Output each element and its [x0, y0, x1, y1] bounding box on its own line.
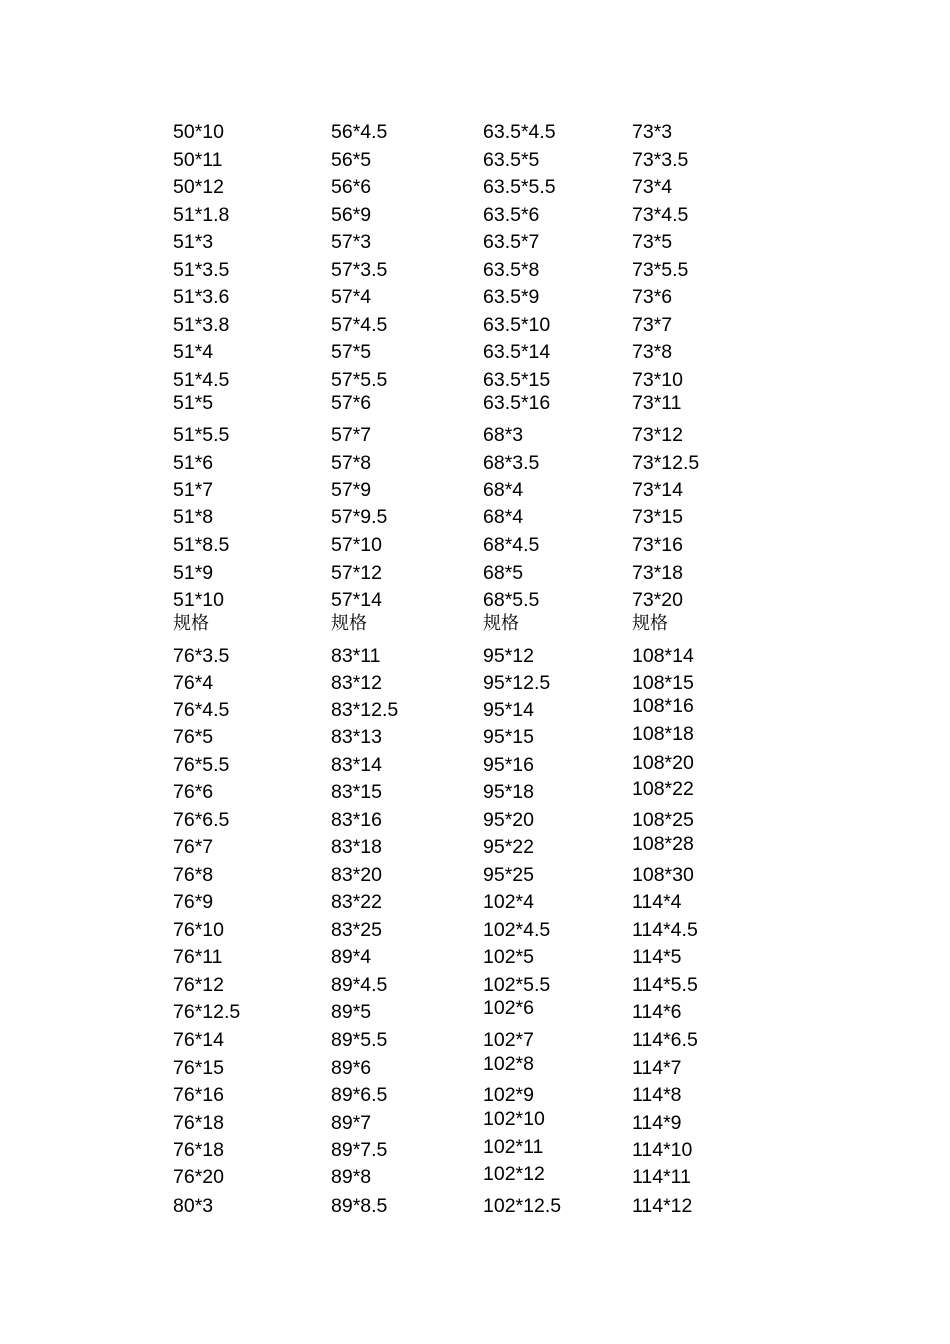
- spec-cell: 76*10: [173, 919, 224, 941]
- spec-cell: 68*4.5: [483, 534, 540, 556]
- spec-cell: 76*20: [173, 1166, 224, 1188]
- spec-cell: 63.5*15: [483, 369, 551, 391]
- spec-cell: 57*14: [331, 589, 382, 611]
- spec-cell: 51*8.5: [173, 534, 230, 556]
- spec-cell: 83*11: [331, 645, 381, 667]
- spec-cell: 73*11: [632, 392, 682, 414]
- spec-cell: 50*12: [173, 176, 224, 198]
- spec-cell: 56*4.5: [331, 121, 388, 143]
- spec-cell: 102*12: [483, 1163, 545, 1185]
- spec-cell: 73*6: [632, 286, 673, 308]
- spec-cell: 57*6: [331, 392, 372, 414]
- spec-cell: 89*5: [331, 1001, 372, 1023]
- spec-cell: 63.5*9: [483, 286, 540, 308]
- spec-cell: 83*12.5: [331, 699, 399, 721]
- spec-cell: 73*3.5: [632, 149, 689, 171]
- spec-cell: 57*5: [331, 341, 372, 363]
- spec-cell: 73*16: [632, 534, 683, 556]
- spec-cell: 95*20: [483, 809, 534, 831]
- spec-cell: 63.5*8: [483, 259, 540, 281]
- spec-cell: 114*9: [632, 1112, 682, 1134]
- spec-cell: 57*12: [331, 562, 382, 584]
- spec-cell: 83*13: [331, 726, 382, 748]
- spec-cell: 102*8: [483, 1053, 534, 1075]
- spec-cell: 102*9: [483, 1084, 534, 1106]
- spec-cell: 114*5: [632, 946, 682, 968]
- spec-cell: 51*4: [173, 341, 214, 363]
- spec-cell: 76*18: [173, 1139, 224, 1161]
- spec-cell: 102*5: [483, 946, 534, 968]
- spec-cell: 57*10: [331, 534, 382, 556]
- spec-cell: 63.5*6: [483, 204, 540, 226]
- spec-cell: 57*3: [331, 231, 372, 253]
- spec-cell: 76*14: [173, 1029, 224, 1051]
- spec-cell: 73*12.5: [632, 452, 700, 474]
- spec-cell: 73*4: [632, 176, 673, 198]
- spec-cell: 57*3.5: [331, 259, 388, 281]
- spec-cell: 73*4.5: [632, 204, 689, 226]
- spec-cell: 76*15: [173, 1057, 224, 1079]
- spec-cell: 83*22: [331, 891, 382, 913]
- spec-cell: 108*22: [632, 778, 694, 800]
- spec-cell: 76*18: [173, 1112, 224, 1134]
- spec-cell: 63.5*10: [483, 314, 551, 336]
- spec-cell: 102*6: [483, 997, 534, 1019]
- spec-cell: 95*12.5: [483, 672, 551, 694]
- spec-cell: 114*12: [632, 1195, 693, 1217]
- spec-cell: 76*8: [173, 864, 214, 886]
- spec-cell: 68*4: [483, 506, 524, 528]
- spec-cell: 114*8: [632, 1084, 682, 1106]
- spec-cell: 51*3.5: [173, 259, 230, 281]
- spec-cell: 51*3.6: [173, 286, 230, 308]
- spec-cell: 89*8: [331, 1166, 372, 1188]
- spec-cell: 73*18: [632, 562, 683, 584]
- spec-cell: 51*5.5: [173, 424, 230, 446]
- spec-cell: 95*15: [483, 726, 534, 748]
- spec-cell: 95*18: [483, 781, 534, 803]
- spec-cell: 73*5.5: [632, 259, 689, 281]
- spec-cell: 51*3.8: [173, 314, 230, 336]
- spec-cell: 63.5*14: [483, 341, 551, 363]
- spec-cell: 83*16: [331, 809, 382, 831]
- spec-column-header: 规格: [632, 613, 668, 634]
- spec-cell: 76*6: [173, 781, 214, 803]
- spec-cell: 108*20: [632, 752, 694, 774]
- spec-cell: 83*18: [331, 836, 382, 858]
- spec-cell: 102*12.5: [483, 1195, 562, 1217]
- spec-cell: 76*12.5: [173, 1001, 241, 1023]
- spec-cell: 73*5: [632, 231, 673, 253]
- spec-cell: 51*8: [173, 506, 214, 528]
- spec-cell: 50*10: [173, 121, 224, 143]
- spec-cell: 76*5.5: [173, 754, 230, 776]
- spec-cell: 51*5: [173, 392, 214, 414]
- spec-cell: 89*7.5: [331, 1139, 388, 1161]
- spec-cell: 57*8: [331, 452, 372, 474]
- spec-cell: 76*3.5: [173, 645, 230, 667]
- spec-cell: 102*10: [483, 1108, 545, 1130]
- spec-cell: 51*7: [173, 479, 214, 501]
- spec-cell: 76*4.5: [173, 699, 230, 721]
- spec-cell: 51*10: [173, 589, 224, 611]
- spec-cell: 76*7: [173, 836, 214, 858]
- spec-cell: 114*10: [632, 1139, 693, 1161]
- spec-cell: 76*12: [173, 974, 224, 996]
- spec-cell: 114*6.5: [632, 1029, 698, 1051]
- spec-cell: 68*3.5: [483, 452, 540, 474]
- spec-cell: 108*16: [632, 695, 694, 717]
- spec-cell: 73*14: [632, 479, 683, 501]
- spec-cell: 102*7: [483, 1029, 534, 1051]
- spec-cell: 76*9: [173, 891, 214, 913]
- spec-cell: 83*14: [331, 754, 382, 776]
- spec-cell: 73*15: [632, 506, 683, 528]
- spec-cell: 89*6.5: [331, 1084, 388, 1106]
- spec-cell: 89*8.5: [331, 1195, 388, 1217]
- spec-cell: 108*28: [632, 833, 694, 855]
- spec-cell: 95*22: [483, 836, 534, 858]
- spec-cell: 89*7: [331, 1112, 372, 1134]
- spec-cell: 57*7: [331, 424, 372, 446]
- spec-cell: 68*5: [483, 562, 524, 584]
- spec-cell: 95*12: [483, 645, 534, 667]
- spec-cell: 114*4: [632, 891, 682, 913]
- spec-cell: 57*9.5: [331, 506, 388, 528]
- spec-cell: 83*25: [331, 919, 382, 941]
- spec-cell: 51*6: [173, 452, 214, 474]
- spec-cell: 51*3: [173, 231, 214, 253]
- spec-cell: 89*5.5: [331, 1029, 388, 1051]
- spec-cell: 95*25: [483, 864, 534, 886]
- spec-cell: 51*9: [173, 562, 214, 584]
- spec-cell: 63.5*16: [483, 392, 551, 414]
- spec-column-header: 规格: [331, 613, 367, 634]
- spec-cell: 114*6: [632, 1001, 682, 1023]
- spec-cell: 83*20: [331, 864, 382, 886]
- spec-column-header: 规格: [173, 613, 209, 634]
- spec-cell: 83*15: [331, 781, 382, 803]
- spec-cell: 51*1.8: [173, 204, 230, 226]
- spec-cell: 76*5: [173, 726, 214, 748]
- spec-cell: 56*5: [331, 149, 372, 171]
- spec-cell: 114*4.5: [632, 919, 698, 941]
- spec-cell: 89*6: [331, 1057, 372, 1079]
- spec-cell: 73*12: [632, 424, 683, 446]
- spec-cell: 95*16: [483, 754, 534, 776]
- spec-cell: 68*5.5: [483, 589, 540, 611]
- spec-cell: 108*15: [632, 672, 694, 694]
- spec-cell: 56*9: [331, 204, 372, 226]
- spec-cell: 63.5*5: [483, 149, 540, 171]
- spec-cell: 68*3: [483, 424, 524, 446]
- spec-cell: 73*8: [632, 341, 673, 363]
- spec-cell: 73*20: [632, 589, 683, 611]
- spec-cell: 102*4.5: [483, 919, 551, 941]
- spec-cell: 63.5*7: [483, 231, 540, 253]
- spec-cell: 73*7: [632, 314, 673, 336]
- spec-cell: 76*16: [173, 1084, 224, 1106]
- spec-cell: 114*7: [632, 1057, 682, 1079]
- spec-cell: 50*11: [173, 149, 223, 171]
- spec-cell: 89*4: [331, 946, 372, 968]
- spec-cell: 102*11: [483, 1136, 544, 1158]
- spec-cell: 83*12: [331, 672, 382, 694]
- spec-cell: 108*14: [632, 645, 694, 667]
- spec-cell: 80*3: [173, 1195, 214, 1217]
- spec-cell: 68*4: [483, 479, 524, 501]
- spec-cell: 114*5.5: [632, 974, 698, 996]
- spec-cell: 89*4.5: [331, 974, 388, 996]
- spec-cell: 108*18: [632, 723, 694, 745]
- spec-cell: 95*14: [483, 699, 534, 721]
- spec-cell: 57*4: [331, 286, 372, 308]
- spec-cell: 76*4: [173, 672, 214, 694]
- spec-cell: 76*6.5: [173, 809, 230, 831]
- spec-cell: 63.5*5.5: [483, 176, 556, 198]
- spec-cell: 73*3: [632, 121, 673, 143]
- spec-column-header: 规格: [483, 613, 519, 634]
- spec-cell: 73*10: [632, 369, 683, 391]
- spec-cell: 51*4.5: [173, 369, 230, 391]
- spec-cell: 56*6: [331, 176, 372, 198]
- spec-cell: 108*30: [632, 864, 694, 886]
- spec-cell: 102*4: [483, 891, 534, 913]
- spec-cell: 57*9: [331, 479, 372, 501]
- spec-cell: 108*25: [632, 809, 694, 831]
- spec-cell: 102*5.5: [483, 974, 551, 996]
- spec-cell: 63.5*4.5: [483, 121, 556, 143]
- spec-cell: 76*11: [173, 946, 223, 968]
- spec-cell: 114*11: [632, 1166, 691, 1188]
- spec-cell: 57*4.5: [331, 314, 388, 336]
- spec-cell: 57*5.5: [331, 369, 388, 391]
